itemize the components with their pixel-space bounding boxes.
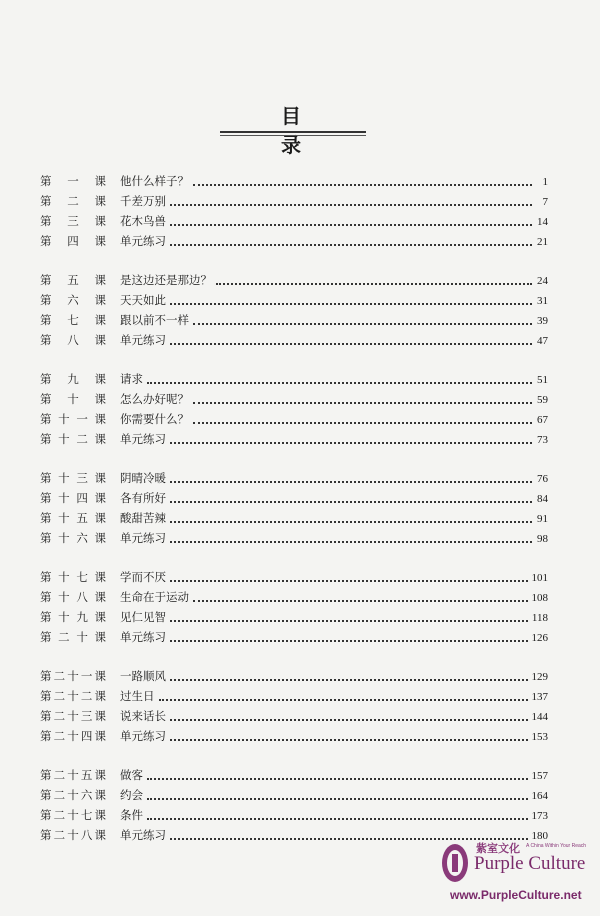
dot-leader [170, 302, 532, 305]
page-number: 7 [542, 196, 548, 208]
toc-group [40, 369, 548, 449]
page-number: 76 [537, 473, 548, 485]
lesson-title: 过生日 [120, 689, 155, 703]
dot-leader [170, 540, 532, 543]
lesson-number: 第十六课 [40, 531, 106, 545]
watermark-tagline: A China Within Your Reach [526, 843, 587, 849]
page-number: 59 [537, 394, 548, 406]
watermark-url: www.PurpleCulture.net [450, 888, 582, 902]
lesson-number: 第 八 课 [40, 333, 106, 347]
dot-leader [170, 639, 528, 642]
toc-group [40, 765, 548, 845]
page-number: 144 [531, 711, 548, 723]
lesson-title: 生命在于运动 [120, 590, 189, 604]
lesson-number: 第十五课 [40, 511, 106, 525]
toc-entry [40, 468, 548, 488]
lesson-title: 他什么样子？ [120, 174, 189, 188]
lesson-title: 学而不厌 [120, 570, 166, 584]
lesson-number: 第二十七课 [40, 808, 106, 822]
watermark-brand-en: Purple Culture [474, 853, 586, 874]
page-number: 31 [537, 295, 548, 307]
toc-entry [40, 290, 548, 310]
dot-leader [193, 599, 528, 602]
toc-entry [40, 805, 548, 825]
lesson-title: 阴晴冷暖 [120, 471, 166, 485]
toc-heading-wrap [226, 100, 356, 158]
lesson-title: 单元练习 [120, 333, 166, 347]
watermark-brand-cn: 紫室文化 [476, 842, 520, 855]
purple-culture-watermark [440, 838, 590, 908]
page-number: 98 [537, 533, 548, 545]
lesson-number: 第十三课 [40, 471, 106, 485]
lesson-number: 第 五 课 [40, 273, 106, 287]
dot-leader [159, 698, 528, 701]
dot-leader [170, 243, 532, 246]
lesson-number: 第二十八课 [40, 828, 106, 842]
page-number: 51 [537, 374, 548, 386]
lesson-title: 跟以前不一样 [120, 313, 189, 327]
page-number: 1 [542, 176, 548, 188]
lesson-number: 第十九课 [40, 610, 106, 624]
lesson-title: 单元练习 [120, 828, 166, 842]
dot-leader [170, 718, 528, 721]
page-number: 153 [531, 731, 548, 743]
toc-entry [40, 765, 548, 785]
lesson-number: 第十二课 [40, 432, 106, 446]
lesson-number: 第十一课 [40, 412, 106, 426]
lesson-title: 酸甜苦辣 [120, 511, 166, 525]
lesson-title: 天天如此 [120, 293, 166, 307]
dot-leader [170, 500, 532, 503]
lesson-title: 约会 [120, 788, 143, 802]
page-number: 137 [531, 691, 548, 703]
toc-group [40, 270, 548, 350]
lesson-number: 第二十三课 [40, 709, 106, 723]
dot-leader [216, 282, 532, 285]
lesson-title: 做客 [120, 768, 143, 782]
lesson-title: 花木鸟兽 [120, 214, 166, 228]
toc-entry [40, 567, 548, 587]
toc-entry [40, 785, 548, 805]
title-rule-thick [220, 131, 366, 133]
dot-leader [193, 401, 532, 404]
toc-entry [40, 607, 548, 627]
dot-leader [170, 678, 528, 681]
dot-leader [170, 738, 528, 741]
lesson-number: 第 二 课 [40, 194, 106, 208]
dot-leader [170, 480, 532, 483]
page-number: 84 [537, 493, 548, 505]
toc-entry [40, 726, 548, 746]
dot-leader [170, 342, 532, 345]
lesson-number: 第 四 课 [40, 234, 106, 248]
toc-entry [40, 330, 548, 350]
lesson-title: 各有所好 [120, 491, 166, 505]
dot-leader [170, 223, 532, 226]
toc-group [40, 171, 548, 251]
lesson-title: 单元练习 [120, 432, 166, 446]
toc-entry [40, 666, 548, 686]
dot-leader [170, 203, 532, 206]
toc-entry [40, 270, 548, 290]
page-number: 101 [531, 572, 548, 584]
page-number: 73 [537, 434, 548, 446]
toc-entry [40, 508, 548, 528]
lesson-title: 单元练习 [120, 531, 166, 545]
lesson-number: 第十七课 [40, 570, 106, 584]
lesson-title: 千差万别 [120, 194, 166, 208]
lesson-number: 第 十 课 [40, 392, 106, 406]
dot-leader [193, 322, 532, 325]
lesson-title: 条件 [120, 808, 143, 822]
toc-entry [40, 686, 548, 706]
lesson-number: 第十四课 [40, 491, 106, 505]
page-number: 14 [537, 216, 548, 228]
toc-entry [40, 587, 548, 607]
toc-group [40, 468, 548, 548]
lesson-number: 第 七 课 [40, 313, 106, 327]
lesson-number: 第十八课 [40, 590, 106, 604]
dot-leader [170, 619, 528, 622]
page-number: 157 [531, 770, 548, 782]
toc-entry [40, 488, 548, 508]
page-number: 108 [531, 592, 548, 604]
dot-leader [147, 817, 528, 820]
dot-leader [170, 441, 532, 444]
lesson-title: 说来话长 [120, 709, 166, 723]
page-number: 39 [537, 315, 548, 327]
toc-entry [40, 211, 548, 231]
dot-leader [170, 520, 532, 523]
lesson-title: 怎么办好呢？ [120, 392, 189, 406]
page-number: 118 [531, 612, 548, 624]
toc-entry [40, 706, 548, 726]
dot-leader [193, 421, 532, 424]
toc-entry [40, 409, 548, 429]
lesson-title: 单元练习 [120, 729, 166, 743]
page-number: 21 [537, 236, 548, 248]
lesson-title: 单元练习 [120, 630, 166, 644]
lesson-number: 第二十二课 [40, 689, 106, 703]
toc-entry [40, 528, 548, 548]
lesson-number: 第 一 课 [40, 174, 106, 188]
lesson-number: 第二十一课 [40, 669, 106, 683]
toc-entry [40, 389, 548, 409]
lesson-number: 第二十五课 [40, 768, 106, 782]
page-number: 173 [531, 810, 548, 822]
lesson-title: 是这边还是那边？ [120, 273, 212, 287]
dot-leader [170, 579, 528, 582]
title-rule-thin [220, 135, 366, 136]
lesson-number: 第二十课 [40, 630, 106, 644]
page-number: 126 [531, 632, 548, 644]
toc-group [40, 666, 548, 746]
page-number: 67 [537, 414, 548, 426]
seal-logo-icon [440, 842, 470, 884]
toc-entry [40, 369, 548, 389]
page-number: 91 [537, 513, 548, 525]
toc-entry [40, 191, 548, 211]
toc-entry [40, 310, 548, 330]
lesson-number: 第二十六课 [40, 788, 106, 802]
page-number: 129 [531, 671, 548, 683]
lesson-number: 第 九 课 [40, 372, 106, 386]
toc-entry [40, 171, 548, 191]
lesson-number: 第 三 课 [40, 214, 106, 228]
dot-leader [147, 777, 528, 780]
lesson-number: 第二十四课 [40, 729, 106, 743]
toc-entry [40, 627, 548, 647]
lesson-title: 你需要什么？ [120, 412, 189, 426]
lesson-title: 单元练习 [120, 234, 166, 248]
dot-leader [147, 797, 528, 800]
page-number: 24 [537, 275, 548, 287]
lesson-title: 请求 [120, 372, 143, 386]
dot-leader [147, 381, 532, 384]
table-of-contents [40, 171, 548, 864]
page-number: 47 [537, 335, 548, 347]
lesson-number: 第 六 课 [40, 293, 106, 307]
dot-leader [193, 183, 532, 186]
lesson-title: 见仁见智 [120, 610, 166, 624]
page-number: 180 [531, 830, 548, 842]
lesson-title: 一路顺风 [120, 669, 166, 683]
page-number: 164 [531, 790, 548, 802]
toc-entry [40, 231, 548, 251]
toc-group [40, 567, 548, 647]
page-title: 目 录 [281, 104, 329, 157]
toc-entry [40, 429, 548, 449]
